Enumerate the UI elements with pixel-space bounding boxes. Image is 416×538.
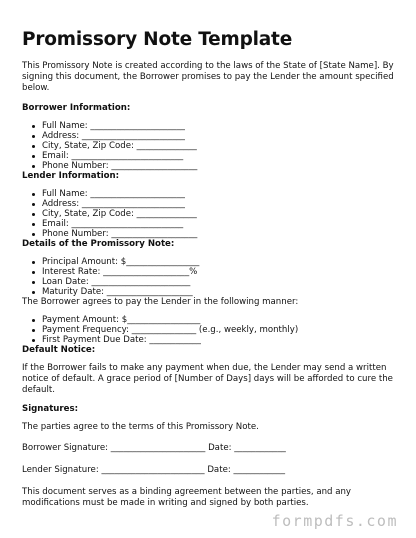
lender-email-field: Email: __________________________ <box>42 219 394 229</box>
interest-rate-field: Interest Rate: ____________________% <box>42 267 394 277</box>
lender-city-state-zip-field: City, State, Zip Code: ______________ <box>42 209 394 219</box>
intro-paragraph: This Promissory Note is created according to the laws of the State of [State Name]. By signing this document, the Borrower promises to pay the Lender the amount specified below. <box>22 61 394 93</box>
first-payment-due-date-field: First Payment Due Date: ____________ <box>42 335 394 345</box>
lender-full-name-field: Full Name: ______________________ <box>42 189 394 199</box>
maturity-date-field: Maturity Date: ____________________ <box>42 287 394 297</box>
lender-signature-line: Lender Signature: ________________________ Date: ____________ <box>22 465 286 475</box>
default-notice-paragraph: If the Borrower fails to make any payment when due, the Lender may send a written notice of default. A grace period of [Number of Days] days will be afforded to cure the default. <box>22 363 393 395</box>
payment-frequency-field: Payment Frequency: _______________ (e.g., weekly, monthly) <box>42 325 394 335</box>
details-heading: Details of the Promissory Note: <box>22 239 175 249</box>
signatures-intro: The parties agree to the terms of this Promissory Note. <box>22 422 259 432</box>
loan-date-field: Loan Date: _______________________ <box>42 277 394 287</box>
principal-amount-field: Principal Amount: $_________________ <box>42 257 394 267</box>
borrower-phone-field: Phone Number: ____________________ <box>42 161 394 171</box>
lender-heading: Lender Information: <box>22 171 120 181</box>
borrower-signature-line: Borrower Signature: ______________________ Date: ____________ <box>22 443 286 453</box>
borrower-email-field: Email: __________________________ <box>42 151 394 161</box>
lender-phone-field: Phone Number: ____________________ <box>42 229 394 239</box>
payment-fields <box>22 315 394 345</box>
borrower-address-field: Address: ________________________ <box>42 131 394 141</box>
borrower-fields <box>22 121 394 171</box>
borrower-full-name-field: Full Name: ______________________ <box>42 121 394 131</box>
details-fields <box>22 257 394 297</box>
closing-paragraph: This document serves as a binding agreement between the parties, and any modifications must be made in writing and signed by both parties. <box>22 487 352 508</box>
page-title: Promissory Note Template <box>22 29 293 50</box>
borrower-heading: Borrower Information: <box>22 103 131 113</box>
signatures-heading: Signatures: <box>22 404 79 414</box>
lender-fields <box>22 189 394 239</box>
payment-amount-field: Payment Amount: $_________________ <box>42 315 394 325</box>
default-notice-heading: Default Notice: <box>22 345 96 355</box>
borrower-city-state-zip-field: City, State, Zip Code: ______________ <box>42 141 394 151</box>
watermark-text: formpdfs.com <box>271 512 398 530</box>
payment-manner-paragraph: The Borrower agrees to pay the Lender in the following manner: <box>22 297 299 307</box>
lender-address-field: Address: ________________________ <box>42 199 394 209</box>
